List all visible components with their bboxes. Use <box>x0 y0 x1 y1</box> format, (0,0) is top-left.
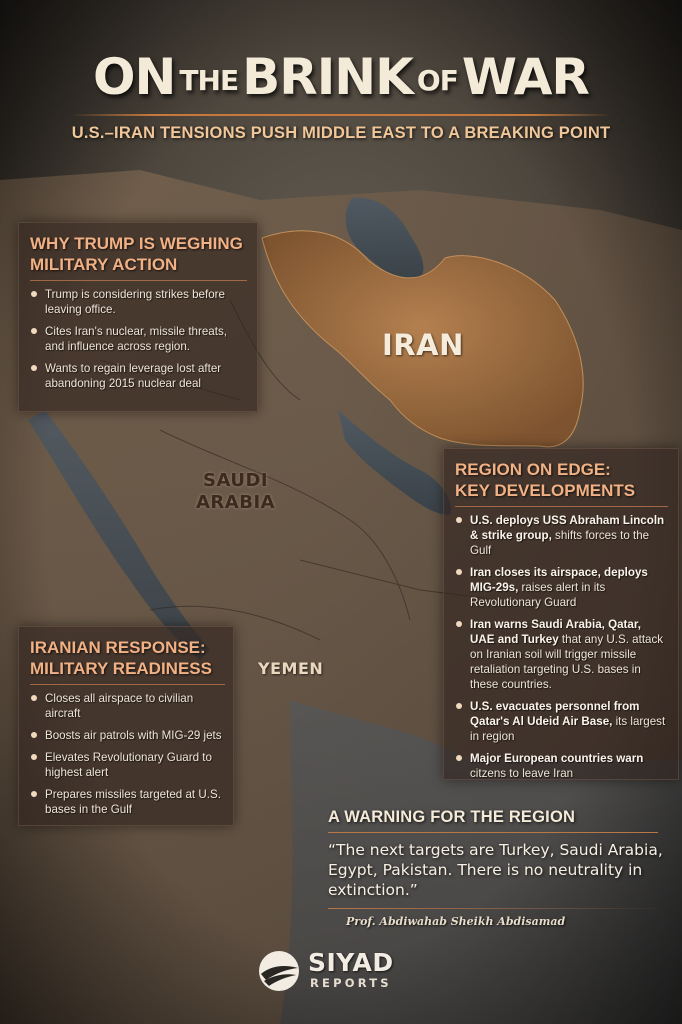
list-item <box>30 361 247 391</box>
list-item-text: Cites Iran's nuclear, missile threats, and influence across region. <box>45 325 227 353</box>
bullet-icon <box>456 569 462 575</box>
map-label-saudi-arabia <box>196 470 275 514</box>
panel-region-heading-line2: KEY DEVELOPMENTS <box>455 481 636 500</box>
panel-region-heading <box>455 459 668 501</box>
list-item <box>30 787 225 817</box>
panel-iranian-response <box>18 626 234 826</box>
bullet-icon <box>31 291 37 297</box>
logo-brand: SIYAD <box>308 948 394 977</box>
bullet-icon <box>31 365 37 371</box>
warning-heading: A WARNING FOR THE REGION <box>328 808 576 826</box>
list-item <box>30 324 247 354</box>
list-item <box>455 751 668 781</box>
list-item-text: Prepares missiles targeted at U.S. bases in the Gulf <box>45 788 221 816</box>
list-item-text: its largest in region <box>470 715 666 743</box>
title-word-war: WAR <box>461 48 589 106</box>
bullet-icon <box>31 754 37 760</box>
panel-trump-heading-line1: WHY TRUMP IS WEGHING <box>30 234 243 253</box>
header <box>0 48 682 143</box>
panel-divider <box>30 684 225 685</box>
warning-divider <box>328 832 658 833</box>
logo-subtext: REPORTS <box>310 976 392 990</box>
panel-region-heading-line1: REGION ON EDGE: <box>455 460 611 479</box>
title-word-the: THE <box>179 64 239 97</box>
panel-trump-list <box>30 287 247 391</box>
siyad-reports-logo <box>256 948 426 994</box>
title-divider <box>71 114 611 116</box>
panel-iranian-heading-line2: MILITARY READINESS <box>30 659 212 678</box>
list-item <box>455 513 668 558</box>
bullet-icon <box>456 755 462 761</box>
list-item-text: Boosts air patrols with MIG-29 jets <box>45 729 222 742</box>
panel-region-list <box>455 513 668 781</box>
panel-divider <box>30 280 247 281</box>
list-item-text: Closes all airspace to civilian aircraft <box>45 692 194 720</box>
list-item-text: Trump is considering strikes before leaving office. <box>45 288 225 316</box>
bullet-icon <box>456 621 462 627</box>
list-item-text: shifts forces to the Gulf <box>470 529 650 557</box>
list-item <box>30 750 225 780</box>
map-label-yemen: YEMEN <box>258 659 324 678</box>
bullet-icon <box>456 517 462 523</box>
panel-divider <box>455 506 668 507</box>
list-item-bold: U.S. deploys USS Abraham Lincoln & strike group, <box>470 514 665 542</box>
panel-trump-heading <box>30 233 247 275</box>
map-label-iran: IRAN <box>382 328 464 362</box>
list-item-bold: Iran closes its airspace, deploys MIG-29s, <box>470 566 648 594</box>
bullet-icon <box>456 703 462 709</box>
bullet-icon <box>31 791 37 797</box>
title-word-of: OF <box>416 64 458 97</box>
panel-iranian-list <box>30 691 225 817</box>
bullet-icon <box>31 695 37 701</box>
page-title <box>0 48 682 106</box>
globe-swoosh-icon <box>256 948 302 994</box>
quote-divider <box>328 908 668 909</box>
map-label-saudi-line2: ARABIA <box>196 492 276 513</box>
panel-trump-military-action <box>18 222 258 412</box>
list-item-bold: Iran warns Saudi Arabia, Qatar, UAE and Turkey <box>470 618 641 646</box>
title-word-brink: BRINK <box>242 48 413 106</box>
panel-region-on-edge <box>443 448 679 780</box>
quote-author: Prof. Abdiwahab Sheikh Abdisamad <box>346 915 566 928</box>
page-subtitle: U.S.–IRAN TENSIONS PUSH MIDDLE EAST TO A BREAKING POINT <box>71 124 611 142</box>
list-item <box>30 287 247 317</box>
list-item-bold: U.S. evacuates personnel from Qatar's Al Udeid Air Base, <box>470 700 640 728</box>
list-item-text: citzens to leave Iran <box>470 767 574 780</box>
panel-trump-heading-line2: MILITARY ACTION <box>30 255 178 274</box>
bullet-icon <box>31 732 37 738</box>
panel-iranian-heading <box>30 637 225 679</box>
warning-section <box>328 808 676 928</box>
title-word-on: ON <box>93 48 176 106</box>
list-item-bold: Major European countries warn <box>470 752 644 765</box>
list-item-text: that any U.S. attack on Iranian soil will trigger missile retaliation targeting U.S. bases in these countries. <box>470 633 664 691</box>
warning-quote: “The next targets are Turkey, Saudi Arabia, Egypt, Pakistan. There is no neutrality in extinction.” <box>328 841 663 899</box>
list-item <box>455 565 668 610</box>
list-item-text: Elevates Revolutionary Guard to highest alert <box>45 751 212 779</box>
bullet-icon <box>31 328 37 334</box>
list-item <box>455 617 668 692</box>
panel-iranian-heading-line1: IRANIAN RESPONSE: <box>30 638 206 657</box>
list-item-text: Wants to regain leverage lost after abandoning 2015 nuclear deal <box>45 362 222 390</box>
list-item <box>30 691 225 721</box>
list-item-text: raises alert in its Revolutionary Guard <box>470 581 606 609</box>
list-item <box>30 728 225 743</box>
list-item <box>455 699 668 744</box>
map-label-saudi-line1: SAUDI <box>202 470 269 491</box>
